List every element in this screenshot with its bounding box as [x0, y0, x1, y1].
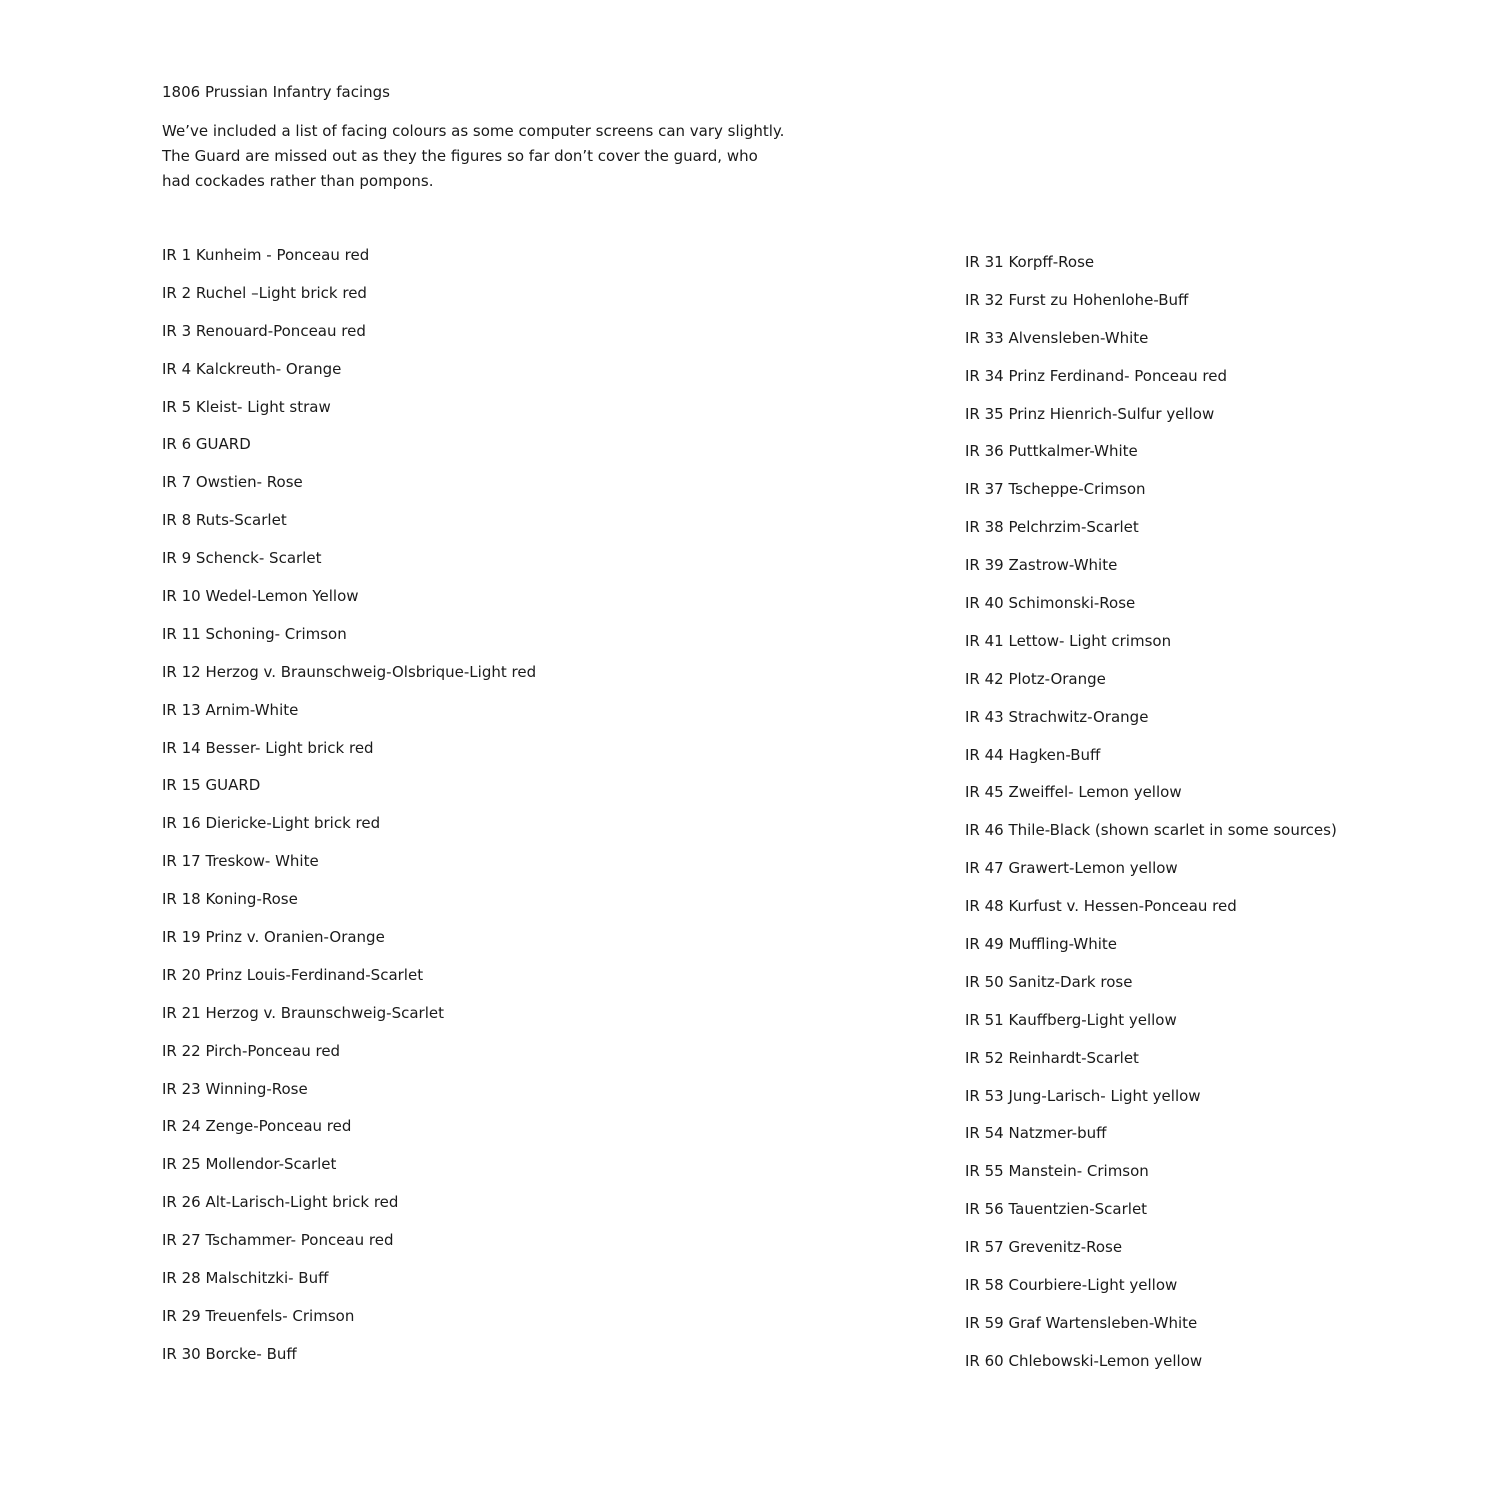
- regiment-item: IR 30 Borcke- Buff: [162, 1344, 297, 1363]
- regiment-item: IR 59 Graf Wartensleben-White: [965, 1313, 1198, 1332]
- regiment-item: IR 23 Winning-Rose: [162, 1079, 308, 1098]
- regiment-item: IR 42 Plotz-Orange: [965, 669, 1106, 688]
- regiment-item: IR 13 Arnim-White: [162, 700, 299, 719]
- regiment-item: IR 34 Prinz Ferdinand- Ponceau red: [965, 366, 1227, 385]
- regiment-item: IR 55 Manstein- Crimson: [965, 1162, 1149, 1181]
- regiment-item: IR 7 Owstien- Rose: [162, 473, 303, 492]
- regiment-item: IR 48 Kurfust v. Hessen-Ponceau red: [965, 897, 1237, 916]
- regiment-item: IR 1 Kunheim - Ponceau red: [162, 246, 370, 264]
- regiment-item: IR 6 GUARD: [162, 435, 251, 454]
- regiment-item: IR 28 Malschitzki- Buff: [162, 1269, 329, 1288]
- regiment-item: IR 45 Zweiffel- Lemon yellow: [965, 783, 1182, 802]
- regiment-item: IR 39 Zastrow-White: [965, 556, 1118, 575]
- regiment-item: IR 21 Herzog v. Braunschweig-Scarlet: [162, 1003, 444, 1022]
- regiment-item: IR 20 Prinz Louis-Ferdinand-Scarlet: [162, 965, 424, 984]
- regiment-item: IR 38 Pelchrzim-Scarlet: [965, 518, 1139, 537]
- regiment-item: IR 49 Muffling-White: [965, 935, 1118, 954]
- regiment-item: IR 31 Korpff-Rose: [965, 253, 1095, 271]
- regiment-item: IR 9 Schenck- Scarlet: [162, 549, 322, 568]
- regiment-item: IR 8 Ruts-Scarlet: [162, 511, 287, 530]
- regiment-item: IR 16 Diericke-Light brick red: [162, 814, 381, 833]
- regiment-item: IR 53 Jung-Larisch- Light yellow: [965, 1086, 1201, 1105]
- regiment-item: IR 41 Lettow- Light crimson: [965, 631, 1172, 650]
- regiment-item: IR 12 Herzog v. Braunschweig-Olsbrique-Light red: [162, 662, 537, 681]
- regiment-item: IR 3 Renouard-Ponceau red: [162, 321, 366, 340]
- regiment-item: IR 25 Mollendor-Scarlet: [162, 1155, 337, 1174]
- regiment-item: IR 26 Alt-Larisch-Light brick red: [162, 1193, 399, 1212]
- regiment-item: IR 2 Ruchel –Light brick red: [162, 283, 367, 302]
- intro-line: We’ve included a list of facing colours as some computer screens can vary slightly.: [162, 122, 785, 140]
- regiment-item: IR 54 Natzmer-buff: [965, 1124, 1107, 1143]
- regiment-item: IR 46 Thile-Black (shown scarlet in some sources): [965, 821, 1337, 840]
- intro-paragraph: [162, 119, 785, 194]
- regiment-item: IR 29 Treuenfels- Crimson: [162, 1306, 355, 1325]
- regiment-item: IR 50 Sanitz-Dark rose: [965, 972, 1133, 991]
- intro-line: The Guard are missed out as they the figures so far don’t cover the guard, who: [162, 147, 758, 165]
- regiment-item: IR 14 Besser- Light brick red: [162, 738, 374, 757]
- regiment-item: IR 17 Treskow- White: [162, 852, 319, 871]
- regiment-item: IR 37 Tscheppe-Crimson: [965, 480, 1146, 499]
- regiment-item: IR 47 Grawert-Lemon yellow: [965, 859, 1178, 878]
- regiment-item: IR 11 Schoning- Crimson: [162, 624, 347, 643]
- regiment-list-right: [965, 252, 1337, 1389]
- regiment-item: IR 35 Prinz Hienrich-Sulfur yellow: [965, 404, 1215, 423]
- document-title: 1806 Prussian Infantry facings: [162, 83, 390, 101]
- regiment-item: IR 19 Prinz v. Oranien-Orange: [162, 928, 385, 947]
- regiment-item: IR 43 Strachwitz-Orange: [965, 707, 1149, 726]
- regiment-item: IR 60 Chlebowski-Lemon yellow: [965, 1351, 1203, 1370]
- regiment-item: IR 58 Courbiere-Light yellow: [965, 1276, 1178, 1295]
- regiment-item: IR 18 Koning-Rose: [162, 890, 298, 909]
- regiment-item: IR 57 Grevenitz-Rose: [965, 1238, 1123, 1257]
- regiment-list-left: [162, 245, 536, 1382]
- regiment-item: IR 40 Schimonski-Rose: [965, 594, 1136, 613]
- regiment-item: IR 56 Tauentzien-Scarlet: [965, 1200, 1148, 1219]
- regiment-item: IR 24 Zenge-Ponceau red: [162, 1117, 352, 1136]
- regiment-item: IR 4 Kalckreuth- Orange: [162, 359, 342, 378]
- regiment-item: IR 51 Kauffberg-Light yellow: [965, 1010, 1177, 1029]
- regiment-item: IR 5 Kleist- Light straw: [162, 397, 331, 416]
- regiment-item: IR 10 Wedel-Lemon Yellow: [162, 587, 359, 606]
- regiment-item: IR 22 Pirch-Ponceau red: [162, 1041, 341, 1060]
- intro-line: had cockades rather than pompons.: [162, 172, 434, 190]
- regiment-item: IR 15 GUARD: [162, 776, 261, 795]
- regiment-item: IR 44 Hagken-Buff: [965, 745, 1101, 764]
- regiment-item: IR 32 Furst zu Hohenlohe-Buff: [965, 290, 1189, 309]
- regiment-item: IR 27 Tschammer- Ponceau red: [162, 1231, 394, 1250]
- regiment-item: IR 33 Alvensleben-White: [965, 328, 1149, 347]
- regiment-item: IR 36 Puttkalmer-White: [965, 442, 1138, 461]
- regiment-item: IR 52 Reinhardt-Scarlet: [965, 1048, 1139, 1067]
